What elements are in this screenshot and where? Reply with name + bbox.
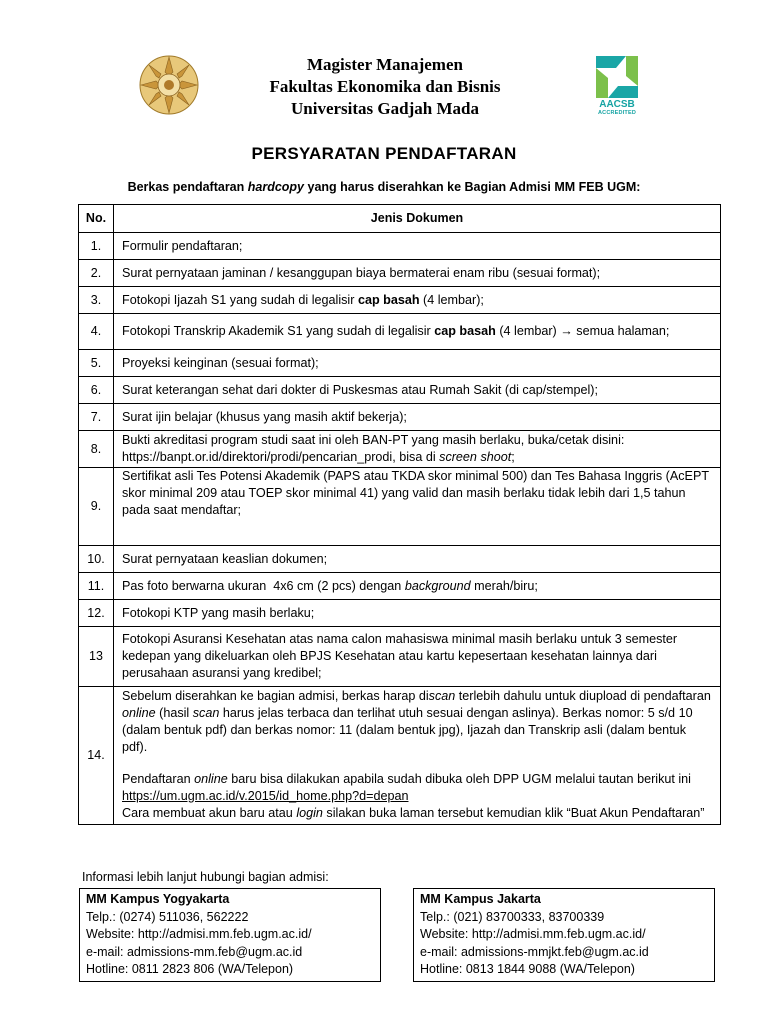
row-text: (hasil <box>155 706 193 720</box>
row-text: baru bisa dilakukan apabila sudah dibuka oleh DPP UGM melalui tautan berikut ini <box>227 772 691 786</box>
row-text: semua halaman; <box>572 324 670 338</box>
table-row <box>79 600 721 627</box>
table-row <box>79 431 721 468</box>
row-text: https://banpt.or.id/direktori/prodi/pencarian_prodi, bisa di <box>122 450 440 464</box>
row-text: Cara membuat akun baru atau <box>122 806 297 820</box>
row-document: Proyeksi keinginan (sesuai format); <box>114 350 721 377</box>
column-header-document: Jenis Dokumen <box>114 205 721 233</box>
row-document <box>114 431 721 468</box>
intro-pre: Berkas pendaftaran <box>127 180 248 194</box>
row-number: 13 <box>79 627 114 687</box>
campus-email: e-mail: admissions-mmjkt.feb@ugm.ac.id <box>420 944 649 959</box>
row-text-bold: cap basah <box>434 324 496 338</box>
campus-email: e-mail: admissions-mm.feb@ugm.ac.id <box>86 944 303 959</box>
row-document: Surat pernyataan keaslian dokumen; <box>114 546 721 573</box>
aacsb-wordmark: AACSB <box>599 99 635 110</box>
campus-hotline: Hotline: 0811 2823 806 (WA/Telepon) <box>86 962 294 976</box>
row-text: (4 lembar); <box>419 292 484 307</box>
row-number: 11. <box>79 573 114 600</box>
page-title: PERSYARATAN PENDAFTARAN <box>251 144 517 163</box>
contact-box-jakarta <box>413 888 715 982</box>
ugm-seal-logo <box>138 54 200 116</box>
row-number: 8. <box>79 431 114 468</box>
paragraph-spacer <box>122 756 714 771</box>
table-row <box>79 546 721 573</box>
row-document: Surat ijin belajar (khusus yang masih aktif bekerja); <box>114 404 721 431</box>
aacsb-accredited-label: ACCREDITED <box>597 110 637 116</box>
row-number: 4. <box>79 314 114 350</box>
row-text: ; <box>511 450 515 464</box>
row-document <box>114 287 721 314</box>
row-number: 2. <box>79 260 114 287</box>
table-row <box>79 627 721 687</box>
row-document: Fotokopi Asuransi Kesehatan atas nama calon mahasiswa minimal masih berlaku untuk 3 semester kedepan yang dikeluarkan oleh BPJS Kesehatan atau kartu kepesertaan kesehatan lainnya dari perusahaan asuransi yang kredibel; <box>114 627 721 687</box>
column-header-no: No. <box>79 205 114 233</box>
row-document: Sertifikat asli Tes Potensi Akademik (PAPS atau TKDA skor minimal 500) dan Tes Bahasa Inggris (AcEPT skor minimal 209 atau TOEP skor minimal 41) yang valid dan masih berlaku tidak lebih dari 1,5 tahun pada saat mendaftar; <box>114 468 721 546</box>
table-row <box>79 468 721 546</box>
row-document: Surat keterangan sehat dari dokter di Puskesmas atau Rumah Sakit (di cap/stempel); <box>114 377 721 404</box>
aacsb-logo-text <box>586 100 648 117</box>
row-paragraph-2 <box>122 771 714 805</box>
row-paragraph-1 <box>122 688 714 756</box>
row-document <box>114 687 721 825</box>
row-document: Formulir pendaftaran; <box>114 233 721 260</box>
table-row <box>79 377 721 404</box>
row-document: Surat pernyataan jaminan / kesanggupan biaya bermaterai enam ribu (sesuai format); <box>114 260 721 287</box>
requirements-table <box>78 204 721 825</box>
table-row <box>79 687 721 825</box>
row-document <box>114 573 721 600</box>
header-line-3: Universitas Gadjah Mada <box>291 99 479 118</box>
row-text-italic: online <box>122 706 156 720</box>
row-text: Fotokopi Ijazah S1 yang sudah di legalisir <box>122 292 358 307</box>
row-number: 6. <box>79 377 114 404</box>
row-number: 9. <box>79 468 114 546</box>
campus-phone: Telp.: (021) 83700333, 83700339 <box>420 909 605 924</box>
campus-website: Website: http://admisi.mm.feb.ugm.ac.id/ <box>86 927 312 941</box>
campus-hotline: Hotline: 0813 1844 9088 (WA/Telepon) <box>420 962 635 976</box>
arrow-right-icon: → <box>560 324 573 338</box>
row-text: (4 lembar) <box>495 324 561 338</box>
table-row <box>79 287 721 314</box>
row-text: harus jelas terbaca dan terlihat utuh sesuai dengan aslinya). Berkas nomor: 5 s/d 10 (dalam bentuk pdf) dan berkas nomor: 11 (dalam bentuk jpg), Ijazah dan Transkrip asli (dalam bentuk pdf). <box>122 706 693 754</box>
campus-title: MM Kampus Jakarta <box>420 892 541 906</box>
row-text: silakan buka laman tersebut kemudian klik “Buat Akun Pendaftaran” <box>322 806 705 820</box>
table-header-row <box>79 205 721 233</box>
row-text-bold: cap basah <box>357 292 420 307</box>
row-text-italic: online <box>194 772 228 786</box>
row-text-line-2 <box>122 449 714 466</box>
campus-phone: Telp.: (0274) 511036, 562222 <box>86 909 249 924</box>
row-number: 5. <box>79 350 114 377</box>
row-text: merah/biru; <box>470 578 538 593</box>
row-number: 1. <box>79 233 114 260</box>
row-document <box>114 314 721 350</box>
header-line-2: Fakultas Ekonomika dan Bisnis <box>269 77 501 96</box>
row-number: 3. <box>79 287 114 314</box>
table-row <box>79 233 721 260</box>
table-row <box>79 573 721 600</box>
campus-website: Website: http://admisi.mm.feb.ugm.ac.id/ <box>420 927 646 941</box>
row-text-italic: screen shoot <box>439 450 512 464</box>
row-text: Sebelum diserahkan ke bagian admisi, berkas harap di <box>122 689 429 703</box>
row-text: Pas foto berwarna ukuran 4x6 cm (2 pcs) dengan <box>122 578 405 593</box>
row-number: 7. <box>79 404 114 431</box>
row-text-italic: login <box>296 806 323 820</box>
row-number: 14. <box>79 687 114 825</box>
row-document: Fotokopi KTP yang masih berlaku; <box>114 600 721 627</box>
campus-title: MM Kampus Yogyakarta <box>86 892 230 906</box>
row-paragraph-3 <box>122 805 714 822</box>
intro-text <box>0 180 768 194</box>
institution-header <box>230 54 540 120</box>
table-row <box>79 404 721 431</box>
row-text: Fotokopi Transkrip Akademik S1 yang sudah di legalisir <box>122 324 435 338</box>
contact-box-yogyakarta <box>79 888 381 982</box>
table-row <box>79 350 721 377</box>
row-text-italic: scan <box>428 689 456 703</box>
row-text-italic: background <box>404 578 471 593</box>
row-text: Bukti akreditasi program studi saat ini oleh BAN-PT yang masih berlaku, buka/cetak disini: <box>122 433 625 447</box>
intro-italic: hardcopy <box>247 180 305 194</box>
row-text-italic: scan <box>192 706 220 720</box>
contact-intro: Informasi lebih lanjut hubungi bagian admisi: <box>82 870 329 884</box>
intro-post: yang harus diserahkan ke Bagian Admisi MM FEB UGM: <box>304 180 641 194</box>
table-row <box>79 314 721 350</box>
table-row <box>79 260 721 287</box>
row-number: 12. <box>79 600 114 627</box>
row-number: 10. <box>79 546 114 573</box>
header-line-1: Magister Manajemen <box>307 55 463 74</box>
row-text: Pendaftaran <box>122 772 195 786</box>
registration-link[interactable]: https://um.ugm.ac.id/v.2015/id_home.php?d=depan <box>122 789 409 803</box>
row-text: terlebih dahulu untuk diupload di pendaftaran <box>455 689 711 703</box>
